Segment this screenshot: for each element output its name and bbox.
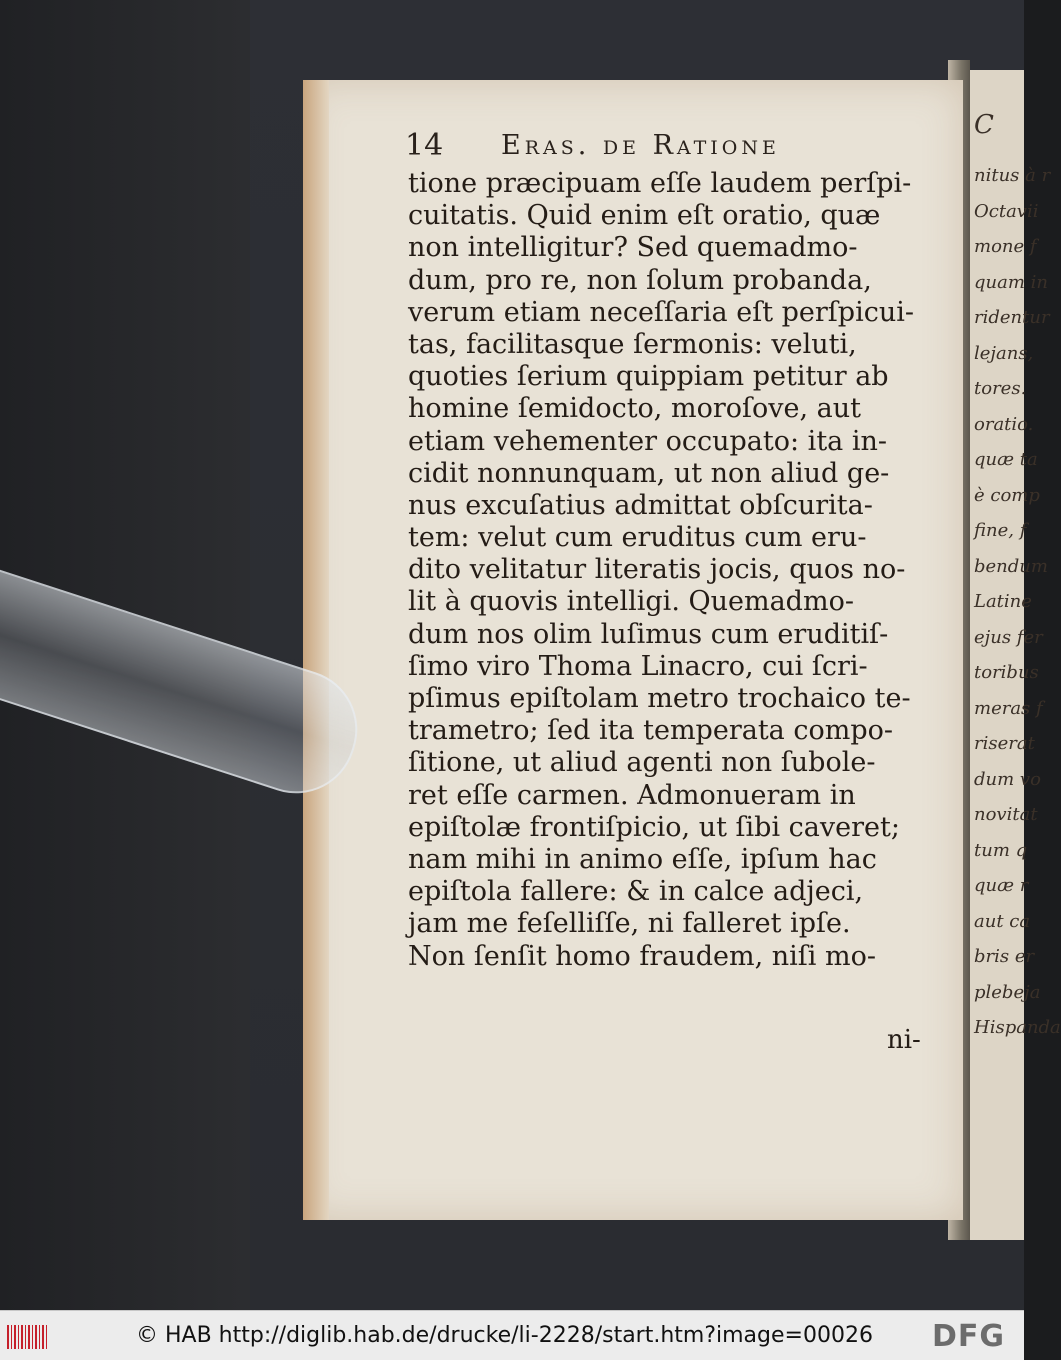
page-edge	[303, 80, 329, 1220]
text-line: homine ſemidocto, moroſove, aut	[408, 393, 861, 425]
text-block	[408, 168, 938, 973]
text-line: ret eſſe carmen. Admonueram in	[408, 779, 856, 811]
hab-logo-icon	[7, 1325, 47, 1349]
facing-page-fragment: bendum	[974, 555, 1048, 577]
dfg-logo: DFG	[932, 1319, 1006, 1354]
text-line: dum nos olim luſimus cum eruditiſ-	[408, 618, 889, 650]
text-line: non intelligitur? Sed quemadmo-	[408, 232, 858, 264]
text-line: lit à quovis intelligi. Quemadmo-	[408, 586, 854, 618]
facing-page-fragment: è comp	[974, 484, 1040, 506]
facing-page-fragment: Latine	[974, 591, 1032, 612]
facing-page-fragment: dum vo	[974, 768, 1041, 790]
text-line: nam mihi in animo eſſe, ipſum hac	[408, 843, 877, 875]
text-line: epiſtolæ frontiſpicio, ut ſibi caveret;	[408, 811, 900, 843]
page-header	[405, 128, 925, 168]
facing-page-fragment: oratio.	[974, 413, 1034, 435]
running-title: Eras. de Ratione	[501, 130, 780, 161]
catchword: ni-	[887, 1025, 921, 1055]
facing-page-fragment: aut ca	[974, 910, 1031, 932]
facing-page-fragment: C	[974, 110, 994, 140]
text-line: pſimus epiſtolam metro trochaico te-	[408, 683, 911, 714]
text-line: trametro; ſed ita temperata compo-	[408, 715, 893, 747]
facing-page-fragment: mone f	[974, 236, 1037, 257]
text-line: tas, facilitasque ſermonis: veluti,	[408, 328, 857, 360]
text-line: etiam vehementer occupato: ita in-	[408, 425, 887, 457]
page-number: 14	[405, 128, 444, 163]
facing-page-fragment: Hispanda	[974, 1017, 1061, 1038]
text-line: Non ſenſit homo fraudem, niſi mo-	[408, 940, 876, 972]
text-line: nus excuſatius admittat obſcurita-	[408, 489, 873, 521]
text-line: tione præcipuam eſſe laudem perſpi-	[408, 168, 912, 199]
facing-page	[970, 70, 1061, 1240]
text-line: jam me feſelliſſe, ni falleret ipſe.	[408, 908, 851, 940]
facing-page-fragment: quam in	[974, 271, 1048, 293]
text-line: tem: velut cum eruditus cum eru-	[408, 522, 867, 554]
facing-page-fragment: toribus	[974, 662, 1039, 683]
text-line: ſitione, ut aliud agenti non ſubole-	[408, 747, 876, 779]
facing-page-fragment: quæ ta	[974, 449, 1038, 470]
text-line: cidit nonnunquam, ut non aliud ge-	[408, 457, 890, 489]
facing-page-fragment: riserat	[974, 733, 1035, 754]
text-line: verum etiam neceſſaria eſt perſpicui-	[408, 296, 914, 328]
facing-page-fragment: fine, f	[974, 520, 1027, 541]
facing-page-fragment: ejus fer	[974, 626, 1043, 648]
text-line: dum, pro re, non ſolum probanda,	[408, 264, 872, 296]
facing-page-fragment: meras f	[974, 697, 1043, 719]
facing-page-fragment: tores.	[974, 378, 1027, 399]
text-line: dito velitatur literatis jocis, quos no-	[408, 554, 906, 586]
text-line: quoties ſerium quippiam petitur ab	[408, 361, 889, 393]
facing-page-fragment: tum q	[974, 839, 1028, 861]
facing-page-fragment: plebeja	[974, 981, 1041, 1003]
facing-page-fragment: nitus à r	[974, 165, 1051, 186]
facing-page-fragment: Octavii	[974, 200, 1039, 222]
copyright-text: © HAB http://diglib.hab.de/drucke/li-2228/start.htm?image=00026	[136, 1323, 873, 1348]
text-line: cuitatis. Quid enim eſt oratio, quæ	[408, 200, 881, 232]
facing-page-fragment: bris er	[974, 946, 1035, 967]
footer-bar	[0, 1310, 1024, 1360]
text-line: epiſtola fallere: & in calce adjeci,	[408, 876, 864, 908]
facing-page-fragment: quæ r	[974, 875, 1029, 896]
text-line: ſimo viro Thoma Linacro, cui ſcri-	[408, 650, 868, 682]
facing-page-fragment: ridentur	[974, 307, 1050, 328]
facing-page-fragment: lejans,	[974, 342, 1034, 364]
facing-page-fragment: novitat	[974, 804, 1038, 825]
